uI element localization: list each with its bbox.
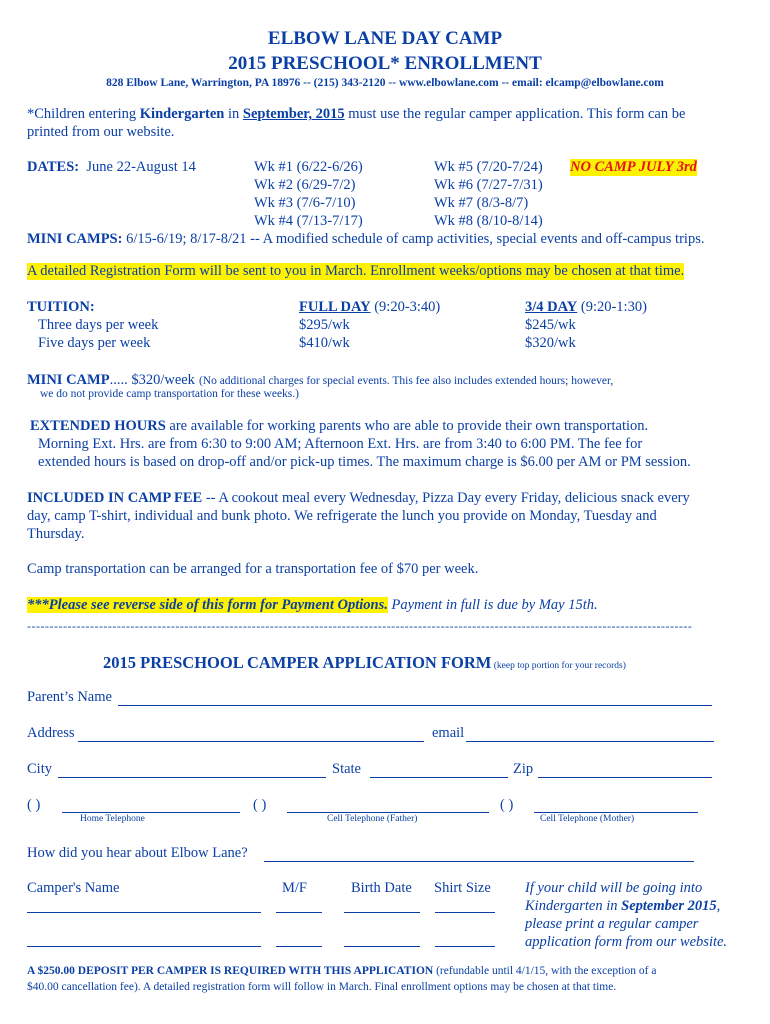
mini-camps-row: MINI CAMPS: 6/15-6/19; 8/17-8/21 -- A modified schedule of camp activities, special events and off-campus trips. xyxy=(27,231,705,247)
week-4: Wk #4 (7/13-7/17) xyxy=(254,213,363,229)
home-phone-area-code: ( ) xyxy=(27,797,41,813)
camper-2-shirt-size-field[interactable] xyxy=(435,946,495,947)
kg-note-line2: Kindergarten in September 2015, xyxy=(525,898,721,914)
week-6: Wk #6 (7/27-7/31) xyxy=(434,177,543,193)
extended-hours-line1: EXTENDED HOURS are available for working parents who are able to provide their own transportation. xyxy=(30,418,649,434)
camper-1-mf-field[interactable] xyxy=(276,912,322,913)
three-quarter-day-header: 3/4 DAY (9:20-1:30) xyxy=(525,299,647,315)
deposit-line2: $40.00 cancellation fee). A detailed registration form will follow in March. Final enrollment options may be chosen at that time. xyxy=(27,981,617,993)
mother-cell-field[interactable] xyxy=(534,812,698,813)
payment-note: ***Please see reverse side of this form for Payment Options. Payment in full is due by May 15th. xyxy=(27,597,598,613)
mother-cell-area-code: ( ) xyxy=(500,797,514,813)
camper-2-name-field[interactable] xyxy=(27,946,261,947)
zip-field[interactable] xyxy=(538,777,712,778)
included-line1: INCLUDED IN CAMP FEE -- A cookout meal every Wednesday, Pizza Day every Friday, delicious snack every xyxy=(27,490,690,506)
week-3: Wk #3 (7/6-7/10) xyxy=(254,195,356,211)
enrollment-title: 2015 PRESCHOOL* ENROLLMENT xyxy=(228,53,542,74)
home-phone-caption: Home Telephone xyxy=(80,814,145,824)
contact-line: 828 Elbow Lane, Warrington, PA 18976 -- (215) 343-2120 -- www.elbowlane.com -- email: elcamp@elbowlane.com xyxy=(106,77,664,89)
tuition-label: TUITION: xyxy=(27,299,95,315)
week-1: Wk #1 (6/22-6/26) xyxy=(254,159,363,175)
father-cell-area-code: ( ) xyxy=(253,797,267,813)
full-day-price-five: $410/wk xyxy=(299,335,350,351)
email-label: email xyxy=(432,725,465,741)
zip-label: Zip xyxy=(513,761,534,777)
mini-camp-fee: MINI CAMP..... $320/week (No additional charges for special events. This fee also includes extended hours; however, xyxy=(27,372,614,388)
parent-name-field[interactable] xyxy=(118,705,712,706)
transportation-note: Camp transportation can be arranged for a transportation fee of $70 per week. xyxy=(27,561,479,577)
home-phone-field[interactable] xyxy=(62,812,240,813)
mf-header: M/F xyxy=(282,880,307,896)
week-8: Wk #8 (8/10-8/14) xyxy=(434,213,543,229)
hear-about-field[interactable] xyxy=(264,861,694,862)
address-field[interactable] xyxy=(78,741,424,742)
father-cell-field[interactable] xyxy=(287,812,489,813)
camper-2-birth-date-field[interactable] xyxy=(344,946,420,947)
kg-note-line1: If your child will be going into xyxy=(525,880,703,896)
address-label: Address xyxy=(27,725,75,741)
camp-title: ELBOW LANE DAY CAMP xyxy=(267,28,503,49)
application-title: 2015 PRESCHOOL CAMPER APPLICATION FORM (keep top portion for your records) xyxy=(103,653,626,672)
mother-cell-caption: Cell Telephone (Mother) xyxy=(540,814,635,824)
mini-camp-fee-note2: we do not provide camp transportation for these weeks.) xyxy=(40,388,299,400)
deposit-line1: A $250.00 DEPOSIT PER CAMPER IS REQUIRED WITH THIS APPLICATION (refundable until 4/1/15, with the exception of a xyxy=(27,965,657,977)
birth-date-header: Birth Date xyxy=(351,880,412,896)
full-day-price-three: $295/wk xyxy=(299,317,350,333)
parent-name-label: Parent’s Name xyxy=(27,689,112,705)
full-day-header: FULL DAY (9:20-3:40) xyxy=(299,299,441,315)
city-label: City xyxy=(27,761,52,777)
camper-2-mf-field[interactable] xyxy=(276,946,322,947)
kindergarten-note: *Children entering Kindergarten in September, 2015 must use the regular camper application. This form can be xyxy=(27,106,686,122)
hear-about-label: How did you hear about Elbow Lane? xyxy=(27,845,248,861)
state-field[interactable] xyxy=(370,777,508,778)
dates-row: DATES: June 22-August 14 xyxy=(27,159,196,175)
included-line3: Thursday. xyxy=(27,526,85,542)
camper-1-name-field[interactable] xyxy=(27,912,261,913)
camper-name-header: Camper's Name xyxy=(27,880,120,896)
included-line2: day, camp T-shirt, individual and bunk photo. We refrigerate the lunch you provide on Monday, Tuesday and xyxy=(27,508,657,524)
week-7: Wk #7 (8/3-8/7) xyxy=(434,195,529,211)
week-5: Wk #5 (7/20-7/24) xyxy=(434,159,543,175)
three-quarter-price-five: $320/wk xyxy=(525,335,576,351)
kg-note-line4: application form from our website. xyxy=(525,934,728,950)
tuition-row-three-days: Three days per week xyxy=(38,317,159,333)
tuition-row-five-days: Five days per week xyxy=(38,335,151,351)
email-field[interactable] xyxy=(466,741,714,742)
kg-note-line3: please print a regular camper xyxy=(525,916,699,932)
state-label: State xyxy=(332,761,361,777)
extended-hours-line2: Morning Ext. Hrs. are from 6:30 to 9:00 AM; Afternoon Ext. Hrs. are from 3:40 to 6:00 PM. The fee for xyxy=(38,436,643,452)
camper-1-shirt-size-field[interactable] xyxy=(435,912,495,913)
father-cell-caption: Cell Telephone (Father) xyxy=(327,814,418,824)
kindergarten-note-line2: printed from our website. xyxy=(27,124,175,140)
city-field[interactable] xyxy=(58,777,326,778)
registration-note: A detailed Registration Form will be sent to you in March. Enrollment weeks/options may be chosen at that time. xyxy=(27,263,685,279)
shirt-size-header: Shirt Size xyxy=(434,880,491,896)
three-quarter-price-three: $245/wk xyxy=(525,317,576,333)
no-camp-notice: NO CAMP JULY 3rd xyxy=(570,159,697,175)
extended-hours-line3: extended hours is based on drop-off and/or pick-up times. The maximum charge is $6.00 per AM or PM session. xyxy=(38,454,691,470)
cut-line-divider: ---------------------------------------------------------------------------------------------------------------------------------------------------- xyxy=(27,619,693,633)
camper-1-birth-date-field[interactable] xyxy=(344,912,420,913)
week-2: Wk #2 (6/29-7/2) xyxy=(254,177,356,193)
